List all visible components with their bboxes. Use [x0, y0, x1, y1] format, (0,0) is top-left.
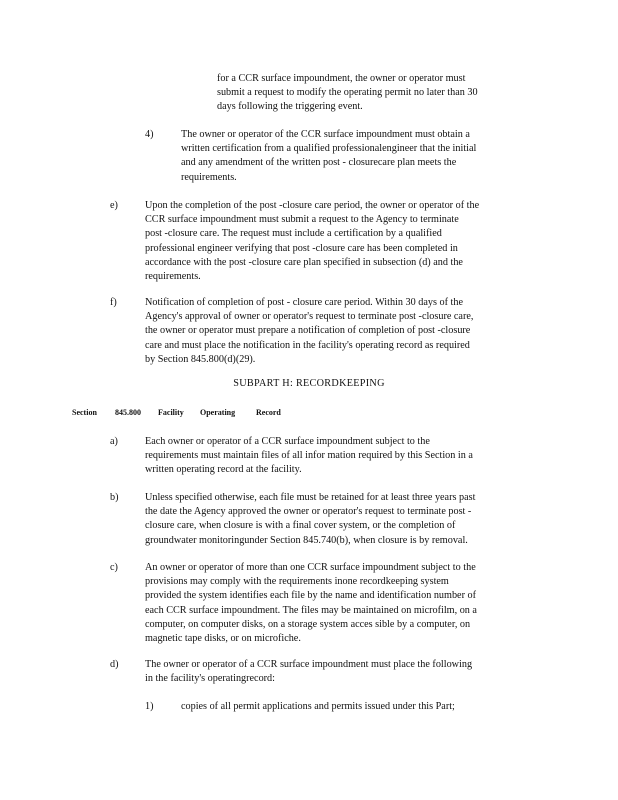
item-4-label: 4)	[145, 129, 154, 140]
text-line: requirements must maintain files of all infor mation required by this Section in a	[145, 450, 473, 462]
text-line: each CCR surface impoundment. The files may be maintained on microfilm, on a	[145, 604, 477, 616]
item-a-label: a)	[110, 436, 118, 447]
text-line: the date the Agency approved the owner or operator's request to terminate post -	[145, 506, 472, 518]
item-d-text	[145, 658, 472, 686]
text-line: and any amendment of the written post - closurecare plan meets the	[181, 157, 457, 169]
item-d-label: d)	[110, 659, 119, 670]
text-line: magnetic tape disks, or on microfiche.	[145, 633, 301, 645]
text-line: post -closure care. The request must include a certification by a qualified	[145, 228, 442, 240]
item-4-text	[181, 128, 476, 185]
text-line: the owner or operator must prepare a notification of completion of post -closure	[145, 325, 471, 337]
text-line: computer, on computer disks, on a storage system acces sible by a computer, on	[145, 618, 471, 630]
text-line: The owner or operator of the CCR surface impoundment must obtain a	[181, 129, 470, 140]
text-line: An owner or operator of more than one CCR surface impoundment subject to the	[145, 562, 476, 573]
section-title-word-3: Record	[256, 408, 281, 417]
text-line: by Section 845.800(d)(29).	[145, 353, 256, 365]
item-c-label: c)	[110, 562, 118, 573]
text-line: requirements.	[145, 271, 201, 283]
item-b-text	[145, 491, 475, 548]
text-line: accordance with the post -closure care plan specified in subsection (d) and the	[145, 256, 463, 268]
section-word: Section	[72, 408, 97, 417]
text-line: requirements.	[181, 171, 237, 183]
item-f-text	[145, 296, 473, 367]
item-a-text	[145, 435, 473, 478]
text-line: provisions may comply with the requirements inone recordkeeping system	[145, 576, 449, 588]
text-line: Each owner or operator of a CCR surface impoundment subject to the	[145, 436, 430, 447]
subpart-heading: SUBPART H: RECORDKEEPING	[233, 378, 385, 389]
item-b-label: b)	[110, 492, 119, 503]
item-d1-label: 1)	[145, 701, 154, 712]
text-line: copies of all permit applications and permits issued under this Part;	[181, 701, 455, 712]
text-line: The owner or operator of a CCR surface impoundment must place the following	[145, 659, 473, 670]
text-line: CCR surface impoundment must submit a request to the Agency to terminate	[145, 214, 459, 226]
text-line: days following the triggering event.	[217, 101, 363, 113]
text-line: professional engineer verifying that post -closure care has been completed in	[145, 242, 458, 254]
text-line: closure care, when closure is with a final cover system, or the completion of	[145, 520, 456, 532]
text-line: Upon the completion of the post -closure care period, the owner or operator of the	[145, 200, 480, 211]
item-f-label: f)	[110, 297, 117, 308]
section-title-word-1: Facility	[158, 408, 184, 417]
text-line: for a CCR surface impoundment, the owner or operator must	[217, 73, 466, 84]
section-number: 845.800	[115, 408, 141, 417]
text-line: written certification from a qualified professionalengineer that the initial	[181, 143, 477, 155]
text-line: Agency's approval of owner or operator's request to terminate post -closure care,	[145, 311, 474, 323]
text-line: groundwater monitoringunder Section 845.740(b), when closure is by removal.	[145, 534, 468, 546]
item-e-label: e)	[110, 200, 118, 211]
section-title-word-2: Operating	[200, 408, 236, 417]
text-line: Notification of completion of post - closure care period. Within 30 days of the	[145, 297, 463, 308]
text-line: care and must place the notification in the facility's operating record as required	[145, 339, 470, 351]
top-continuation	[217, 72, 478, 115]
text-line: written operating record at the facility.	[145, 464, 302, 476]
text-line: in the facility's operatingrecord:	[145, 673, 275, 685]
text-line: submit a request to modify the operating permit no later than 30	[217, 87, 478, 99]
text-line: Unless specified otherwise, each file must be retained for at least three years past	[145, 492, 476, 503]
text-line: provided the system identifies each file by the name and identification number of	[145, 590, 476, 602]
item-c-text	[145, 561, 477, 646]
item-d1-text	[181, 700, 455, 714]
item-e-text	[145, 199, 479, 284]
